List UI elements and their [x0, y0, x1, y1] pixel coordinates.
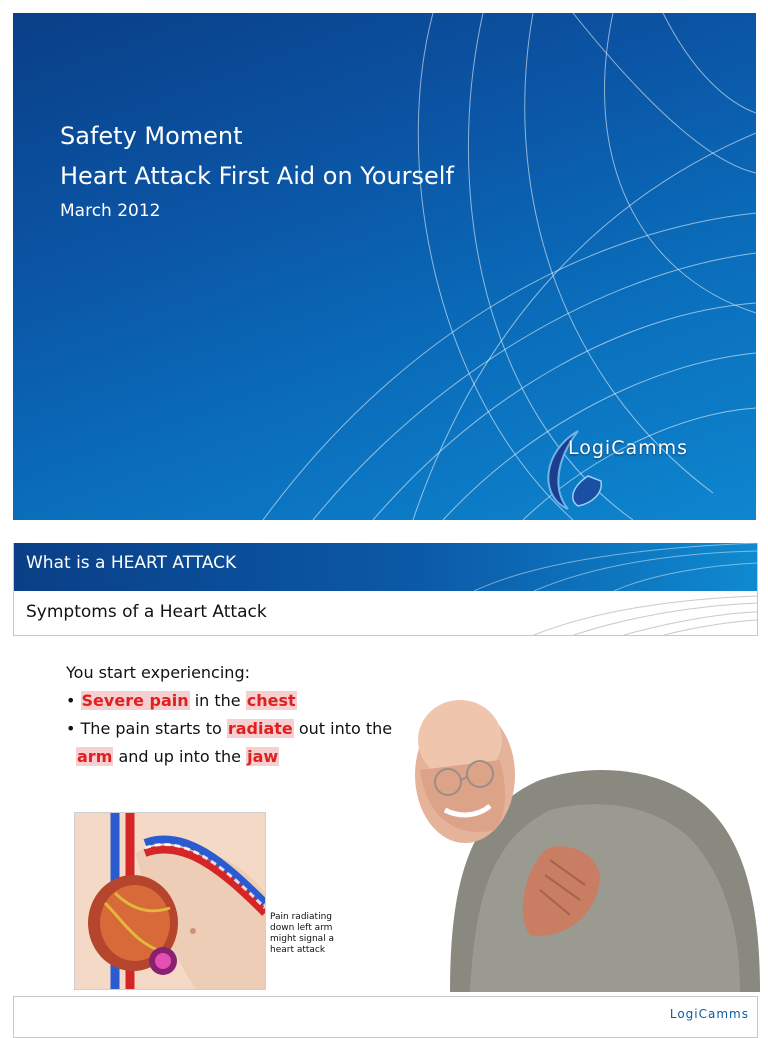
bullet-2: [66, 715, 392, 743]
intro-text: You start experiencing:: [66, 663, 250, 682]
subheader-arcs: [514, 591, 757, 635]
title-slide: [13, 13, 756, 520]
logicamms-logo-small: LogiCamms: [669, 1007, 749, 1021]
bullet-2-continued: [76, 743, 279, 771]
highlight-severe-pain: Severe pain: [81, 691, 189, 710]
title-line-1: Safety Moment: [60, 122, 243, 150]
anatomy-diagram: [74, 812, 266, 990]
bullet-2-post: out into the: [293, 719, 393, 738]
bullet-1: [66, 687, 297, 715]
title-line-2: Heart Attack First Aid on Yourself: [60, 162, 454, 190]
diagram-caption: Pain radiating down left arm might signal a heart attack: [270, 912, 335, 955]
highlight-radiate: radiate: [227, 719, 293, 738]
bullet-2-pre: The pain starts to: [80, 719, 227, 738]
date-label: March 2012: [60, 201, 161, 221]
slide-header-bar: [14, 543, 757, 591]
content-slide-header: [13, 543, 758, 636]
bullet-2b-mid: and up into the: [113, 747, 247, 766]
slide-title: What is a HEART ATTACK: [26, 553, 237, 573]
logicamms-logo-text: LogiCamms: [568, 437, 689, 459]
highlight-jaw: jaw: [247, 747, 279, 766]
bullet-dot: •: [66, 719, 81, 738]
next-slide-partial: [13, 996, 758, 1038]
highlight-arm: arm: [77, 747, 113, 766]
highlight-chest: chest: [246, 691, 296, 710]
man-chest-pain-photo: [410, 700, 760, 992]
bullet-1-mid: in the: [189, 691, 246, 710]
slide-subtitle: Symptoms of a Heart Attack: [26, 602, 267, 622]
logicamms-logo-mark: [533, 421, 743, 516]
bullet-dot: •: [66, 691, 81, 710]
